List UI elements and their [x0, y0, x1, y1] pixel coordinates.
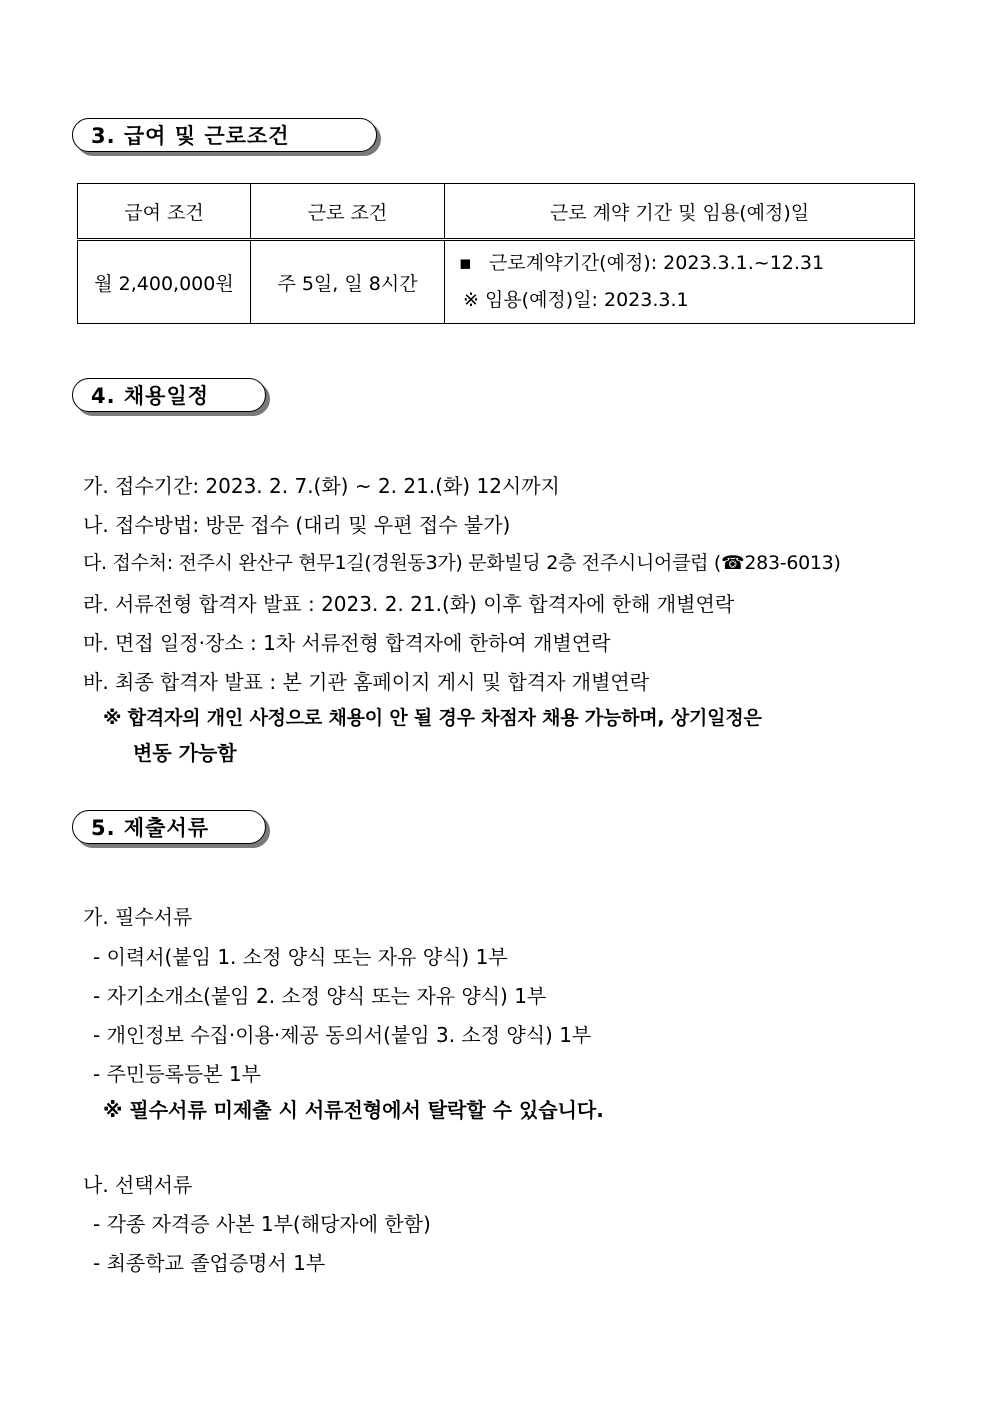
appointment-line: ※ 임용(예정)일: 2023.3.1	[463, 289, 689, 311]
required-doc-item: - 자기소개소(붙임 2. 소정 양식 또는 자유 양식) 1부	[93, 984, 547, 1008]
optional-doc-item: - 최종학교 졸업증명서 1부	[93, 1251, 326, 1275]
cell-period	[445, 240, 915, 324]
section-5-title: 5. 제출서류	[91, 816, 210, 840]
required-doc-item: - 이력서(붙임 1. 소정 양식 또는 자유 양식) 1부	[93, 945, 508, 969]
required-doc-item: - 개인정보 수집·이용·제공 동의서(붙임 3. 소정 양식) 1부	[93, 1023, 592, 1047]
schedule-note: ※ 합격자의 개인 사정으로 채용이 안 될 경우 차점자 채용 가능하며, 상기일정은	[103, 707, 762, 729]
required-doc-item: - 주민등록등본 1부	[93, 1062, 261, 1086]
schedule-item: 다. 접수처: 전주시 완산구 현무1길(경원동3가) 문화빌딩 2층 전주시니어클럽 (☎283-6013)	[83, 552, 841, 574]
cell-hours: 주 5일, 일 8시간	[251, 240, 445, 324]
cell-salary: 월 2,400,000원	[78, 240, 251, 324]
schedule-item: 마. 면접 일정·장소 : 1차 서류전형 합격자에 한하여 개별연락	[83, 631, 611, 655]
required-docs-note: ※ 필수서류 미제출 시 서류전형에서 탈락할 수 있습니다.	[103, 1098, 604, 1122]
conditions-table	[77, 183, 915, 324]
bullet-icon: ▪	[459, 252, 472, 274]
schedule-item: 나. 접수방법: 방문 접수 (대리 및 우편 접수 불가)	[83, 513, 511, 537]
schedule-note-cont: 변동 가능함	[133, 741, 237, 765]
section-3-title: 3. 급여 및 근로조건	[91, 124, 290, 148]
table-header-row	[78, 184, 915, 240]
section-4-heading	[72, 378, 266, 412]
schedule-item: 가. 접수기간: 2023. 2. 7.(화) ~ 2. 21.(화) 12시까지	[83, 474, 560, 498]
schedule-item: 바. 최종 합격자 발표 : 본 기관 홈페이지 게시 및 합격자 개별연락	[83, 670, 650, 694]
table-row	[78, 240, 915, 324]
header-salary: 급여 조건	[78, 184, 251, 240]
section-4-title: 4. 채용일정	[91, 384, 210, 408]
section-3-heading	[72, 118, 377, 152]
section-5-heading	[72, 810, 266, 844]
optional-doc-item: - 각종 자격증 사본 1부(해당자에 한함)	[93, 1212, 431, 1236]
optional-docs-heading: 나. 선택서류	[83, 1173, 193, 1197]
header-hours: 근로 조건	[251, 184, 445, 240]
period-line	[459, 245, 913, 282]
period-text: 근로계약기간(예정): 2023.3.1.~12.31	[489, 252, 825, 274]
header-period: 근로 계약 기간 및 임용(예정)일	[445, 184, 915, 240]
required-docs-heading: 가. 필수서류	[83, 905, 193, 929]
schedule-item: 라. 서류전형 합격자 발표 : 2023. 2. 21.(화) 이후 합격자에 한해 개별연락	[83, 592, 735, 616]
